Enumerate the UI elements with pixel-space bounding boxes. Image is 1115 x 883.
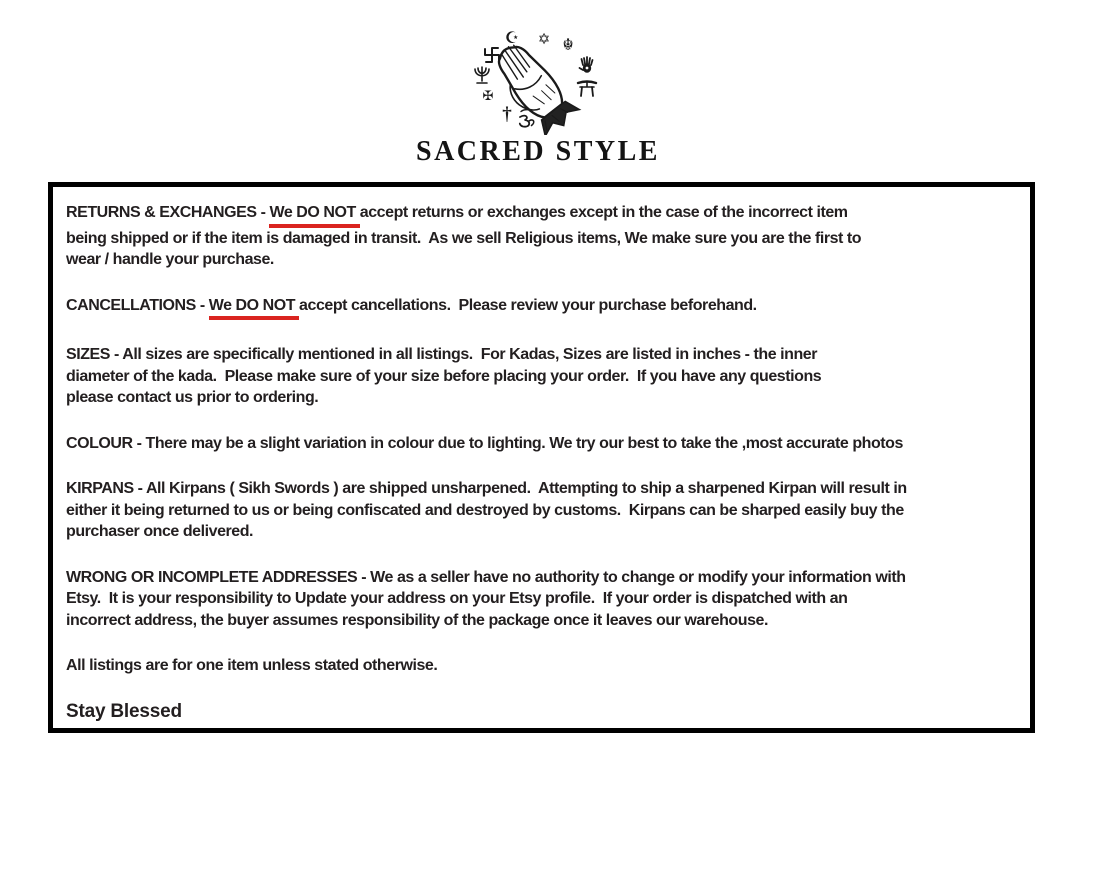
star-of-david-icon: ✡ xyxy=(537,31,551,48)
policy-paragraph-kirpans xyxy=(66,478,1022,543)
policy-line xyxy=(66,521,1022,543)
brand-name: SACRED STYLE xyxy=(416,136,660,167)
swastika-icon xyxy=(485,48,499,62)
praying-hands-logo xyxy=(416,18,656,135)
policy-text: COLOUR - There may be a slight variation in colour due to lighting. We try our best to take the ,most accurate photos xyxy=(66,434,903,452)
policy-text: purchaser once delivered. xyxy=(66,523,254,540)
cross-pattee-icon: ✠ xyxy=(482,88,494,103)
policy-line xyxy=(66,610,1022,632)
ahimsa-hand-icon xyxy=(580,57,593,73)
policy-line xyxy=(66,249,1022,271)
policy-text: KIRPANS - All Kirpans ( Sikh Swords ) are shipped unsharpened. Attempting to ship a sharpened Kirpan will result in xyxy=(66,480,907,497)
policy-line xyxy=(66,655,1022,677)
policy-paragraph-one-item-note xyxy=(66,655,1022,677)
policy-line xyxy=(66,202,1022,228)
policy-text: being shipped or if the item is damaged in transit. As we sell Religious items, We make sure you are the first to xyxy=(66,229,862,247)
torii-gate-icon xyxy=(578,82,596,97)
policy-text: incorrect address, the buyer assumes responsibility of the package once it leaves our warehouse. xyxy=(66,611,768,629)
red-underlined-text: We DO NOT xyxy=(269,202,359,228)
policy-line xyxy=(66,295,1022,321)
policy-text: CANCELLATIONS - xyxy=(66,296,209,314)
policy-line xyxy=(66,366,1022,388)
policy-line xyxy=(66,228,1022,250)
policy-text: accept cancellations. Please review your purchase beforehand. xyxy=(299,296,757,314)
brand-logo xyxy=(416,18,660,168)
policy-line xyxy=(66,344,1022,366)
policy-paragraph-sizes xyxy=(66,344,1022,409)
policy-line xyxy=(66,588,1022,610)
policy-paragraph-cancellations xyxy=(66,295,1022,321)
menorah-icon xyxy=(475,67,489,83)
policy-text: RETURNS & EXCHANGES - xyxy=(66,204,270,221)
policy-text: Stay Blessed xyxy=(66,700,182,722)
policy-box xyxy=(48,182,1035,733)
red-underlined-text: We DO NOT xyxy=(209,295,299,321)
policy-line xyxy=(66,500,1022,522)
policy-text: Etsy. It is your responsibility to Update your address on your Etsy profile. If your order is dispatched with an xyxy=(66,590,848,607)
policy-line xyxy=(66,567,1022,589)
policy-text: please contact us prior to ordering. xyxy=(66,389,319,406)
star-and-crescent-icon: ☪ xyxy=(504,30,520,47)
policy-line xyxy=(66,387,1022,409)
policy-paragraph-wrong-addresses xyxy=(66,567,1022,632)
policy-paragraph-returns-exchanges xyxy=(66,202,1022,271)
policy-text: WRONG OR INCOMPLETE ADDRESSES - We as a seller have no authority to change or modify your information with xyxy=(66,568,906,586)
policy-text: accept returns or exchanges except in the case of the incorrect item xyxy=(359,204,848,221)
policy-text: diameter of the kada. Please make sure of your size before placing your order. If you have any questions xyxy=(66,367,822,385)
khanda-icon: ☬ xyxy=(562,37,574,54)
policy-text: wear / handle your purchase. xyxy=(66,251,274,268)
policy-text: either it being returned to us or being confiscated and destroyed by customs. Kirpans can be sharped easily buy the xyxy=(66,501,904,519)
latin-cross-icon: † xyxy=(502,104,512,125)
policy-text: SIZES - All sizes are specifically mentioned in all listings. For Kadas, Sizes are listed in inches - the inner xyxy=(66,346,818,363)
policy-paragraphs xyxy=(66,202,1022,722)
policy-paragraph-stay-blessed xyxy=(66,701,1022,723)
policy-paragraph-colour xyxy=(66,433,1022,455)
policy-line xyxy=(66,701,1022,723)
policy-text: All listings are for one item unless stated otherwise. xyxy=(66,657,438,674)
policy-line xyxy=(66,433,1022,455)
policy-line xyxy=(66,478,1022,500)
